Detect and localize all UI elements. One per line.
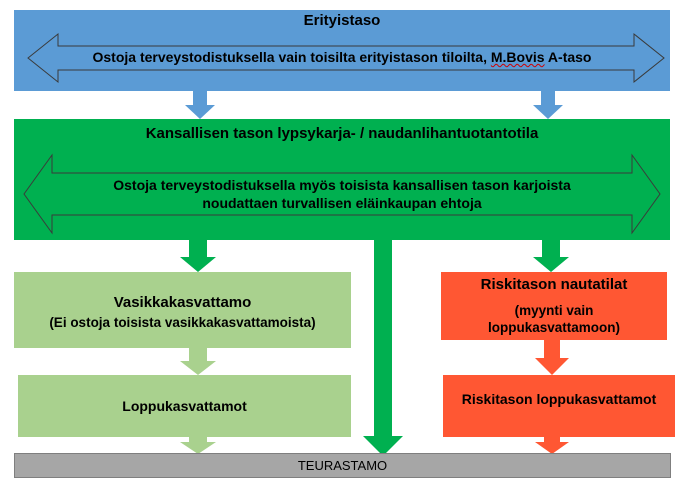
national-level-rule-line1: Ostoja terveystodistuksella myös toisista kansallisen tason karjoista: [113, 177, 571, 193]
slaughterhouse-bar: [14, 453, 671, 478]
national-level-rule-line2: noudattaen turvallisen eläinkaupan ehtoja: [202, 195, 482, 211]
calf-rearing-box: [14, 272, 351, 348]
down-arrow-icon: [180, 437, 216, 454]
risk-finishing-box: [443, 375, 675, 437]
national-level-box: [14, 119, 670, 240]
rule-text-end: A-taso: [544, 49, 592, 65]
finishing-units-box: [18, 375, 351, 437]
down-arrow-icon: [180, 240, 216, 272]
risk-farms-box: [441, 272, 667, 340]
risk-farms-line1: (myynti vain: [514, 303, 594, 318]
risk-farms-title: Riskitason nautatilat: [480, 276, 628, 293]
rule-text-start: Ostoja terveystodistuksella vain toisilta erityistason tiloilta,: [92, 49, 491, 65]
down-arrow-icon: [180, 348, 216, 375]
national-level-title: Kansallisen tason lypsykarja- / naudanlihantuotantotila: [145, 125, 539, 142]
specialty-level-title: Erityistaso: [303, 12, 381, 29]
slaughterhouse-label: TEURASTAMO: [297, 458, 388, 473]
specialty-level-box: [14, 10, 670, 91]
finishing-units-label: Loppukasvattamot: [122, 398, 247, 414]
down-arrow-icon: [185, 91, 215, 119]
risk-farms-line2: loppukasvattamoon): [487, 320, 620, 335]
down-arrow-icon: [363, 240, 403, 456]
down-arrow-icon: [535, 437, 569, 454]
risk-finishing-label: Riskitason loppukasvattamot: [461, 391, 657, 407]
down-arrow-icon: [535, 340, 569, 375]
down-arrow-icon: [533, 240, 569, 272]
specialty-level-rule: [14, 48, 670, 66]
calf-rearing-title: Vasikkakasvattamo: [113, 294, 252, 311]
rule-text-mbovis: M.Bovis: [490, 49, 545, 65]
down-arrow-icon: [533, 91, 563, 119]
calf-rearing-subtitle: (Ei ostoja toisista vasikkakasvattamoista): [49, 315, 316, 330]
